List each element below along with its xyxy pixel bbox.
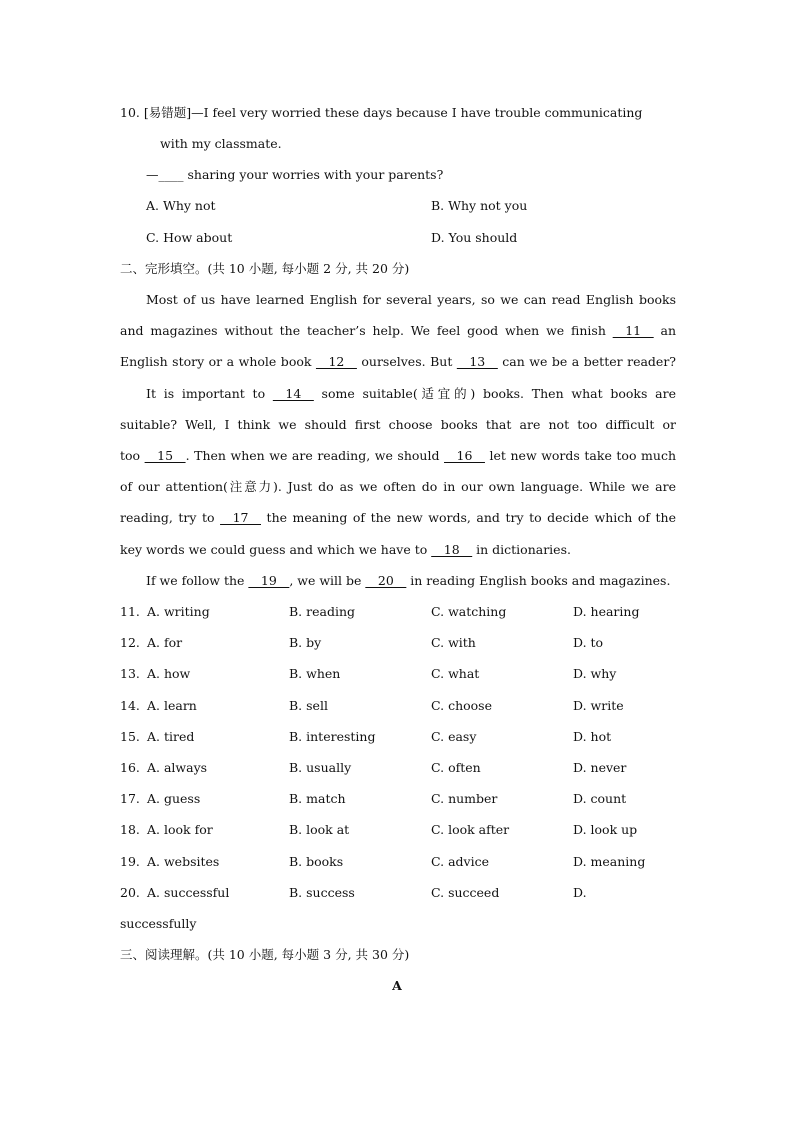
q10-option-b: B. Why not you (431, 198, 528, 213)
passage-line: and magazines without the teacher’s help. We feel good when we finish __11__ an (120, 323, 676, 338)
section3-heading: 三、阅读理解。(共 10 小题, 每小题 3 分, 共 30 分) (120, 947, 410, 962)
cloze-option-row: 19. A. websites B. books C. advice D. meaning (120, 854, 646, 869)
passage-line: If we follow the __19__, we will be __20__ in reading English books and magazines. (146, 573, 671, 588)
cloze-option-row: 16. A. always B. usually C. often D. never (120, 760, 627, 775)
passage-a-label: A (392, 978, 402, 993)
blank-17: __17__ (220, 510, 261, 525)
passage-line: It is important to __14__ some suitable(适宜的) books. Then what books are (146, 386, 676, 401)
passage-line: key words we could guess and which we have to __18__ in dictionaries. (120, 542, 571, 557)
q20-option-d-wrap: successfully (120, 916, 197, 931)
cloze-option-row: 18. A. look for B. look at C. look after D. look up (120, 822, 638, 837)
cloze-option-row: 15. A. tired B. interesting C. easy D. hot (120, 729, 612, 744)
q10-line3: —____ sharing your worries with your parents? (146, 167, 444, 182)
cloze-option-row: 17. A. guess B. match C. number D. count (120, 791, 627, 806)
blank-19: __19__ (248, 573, 290, 588)
section2-heading: 二、完形填空。(共 10 小题, 每小题 2 分, 共 20 分) (120, 261, 410, 276)
cloze-option-row: 13. A. how B. when C. what D. why (120, 666, 617, 681)
passage-line: Most of us have learned English for several years, so we can read English books (146, 292, 676, 307)
blank-11: __11__ (612, 323, 654, 338)
passage-line: suitable? Well, I think we should first choose books that are not too difficult or (120, 417, 676, 432)
passage-line: reading, try to __17__ the meaning of the new words, and try to decide which of the (120, 510, 676, 525)
q10-option-d: D. You should (431, 230, 518, 245)
blank-12: __12__ (315, 354, 357, 369)
cloze-option-row: 20. A. successful B. success C. succeed D. (120, 885, 587, 900)
blank-16: __16__ (444, 448, 485, 463)
blank-14: __14__ (272, 386, 314, 401)
cloze-option-row: 11. A. writing B. reading C. watching D. hearing (120, 604, 640, 619)
q10-line1: 10. [易错题]—I feel very worried these days because I have trouble communicating (120, 105, 643, 120)
blank-13: __13__ (456, 354, 498, 369)
cloze-option-row: 12. A. for B. by C. with D. to (120, 635, 604, 650)
q10-line2: with my classmate. (160, 136, 282, 151)
passage-line: too __15__. Then when we are reading, we should __16__ let new words take too much (120, 448, 676, 463)
blank-15: __15__ (144, 448, 186, 463)
passage-line: English story or a whole book __12__ ourselves. But __13__ can we be a better reader? (120, 354, 676, 369)
cloze-option-row: 14. A. learn B. sell C. choose D. write (120, 698, 624, 713)
q10-option-a: A. Why not (146, 198, 216, 213)
blank-18: __18__ (431, 542, 473, 557)
q10-option-c: C. How about (146, 230, 233, 245)
passage-line: of our attention(注意力). Just do as we often do in our own language. While we are (120, 479, 676, 494)
blank-20: __20__ (365, 573, 407, 588)
